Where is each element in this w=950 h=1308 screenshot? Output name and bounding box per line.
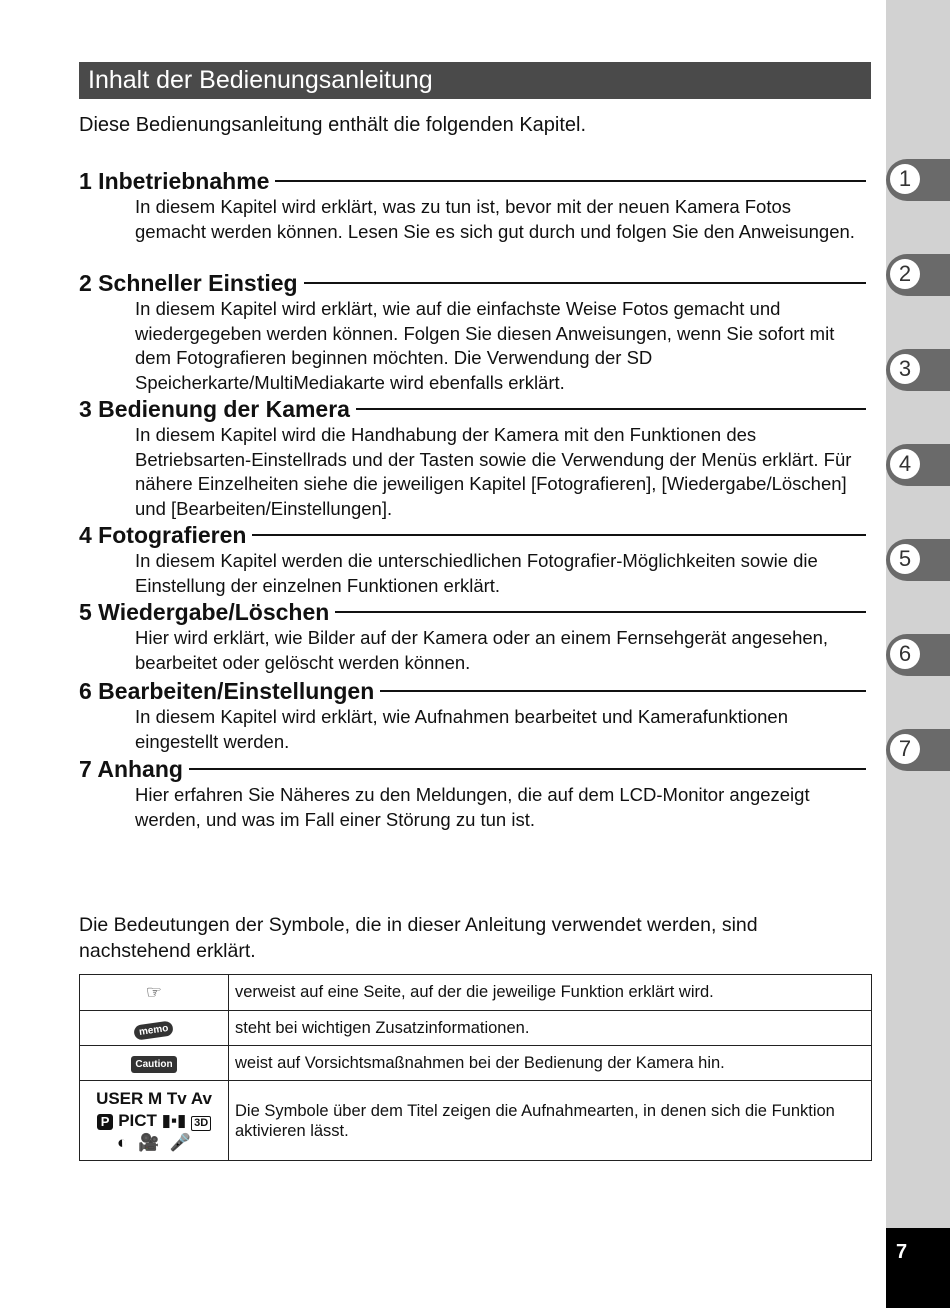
soft-mode-icon: ◐ [116,1132,128,1152]
chapter-description: In diesem Kapitel wird erklärt, was zu tun ist, bevor mit der neuen Kamera Fotos gemacht werden können. Lesen Sie es sich gut durch und folgen Sie den Anweisungen. [135,196,855,242]
chapter-description: Hier wird erklärt, wie Bilder auf der Kamera oder an einem Fernsehgerät angesehen, bearbeitet oder gelöscht werden können. [135,627,829,673]
3d-mode-icon: 3D [191,1116,211,1131]
chapter-description: In diesem Kapitel wird erklärt, wie Aufnahmen bearbeitet und Kamerafunktionen eingestellt werden. [135,706,789,752]
chapter-entry-4 [79,521,866,598]
page-title: Inhalt der Bedienungsanleitung [79,62,871,99]
chapter-description: Hier erfahren Sie Näheres zu den Meldungen, die auf dem LCD-Monitor angezeigt werden, und was im Fall einer Störung zu tun ist. [135,784,810,830]
mode-names: USER M Tv Av [96,1088,212,1108]
symbol-description: weist auf Vorsichtsmaßnahmen bei der Bedienung der Kamera hin. [229,1046,872,1081]
symbol-description: Die Symbole über dem Titel zeigen die Aufnahmearten, in denen sich die Funktion aktivieren lässt. [229,1081,872,1161]
table-row [80,1011,872,1046]
chapter-entry-2 [79,269,866,395]
symbol-description: verweist auf eine Seite, auf der die jeweilige Funktion erklärt wird. [229,975,872,1011]
mode-row-3 [80,1132,228,1154]
program-mode-icon: P [97,1114,114,1130]
table-row [80,975,872,1011]
tab-number: 7 [890,734,920,764]
page-number: 7 [886,1228,950,1308]
chapter-tab-4[interactable] [886,444,950,486]
table-row [80,1046,872,1081]
tab-number: 2 [890,259,920,289]
voice-mode-icon: 🎤 [169,1132,192,1152]
heading-rule [252,534,866,536]
caution-icon: Caution [131,1056,176,1073]
chapter-description: In diesem Kapitel wird erklärt, wie auf die einfachste Weise Fotos gemacht und wiedergegeben werden können. Folgen Sie diesen Anweisungen, wenn Sie sofort mit dem Fotografieren beginnen möchten. Die Verwendung der SD Speicherkarte/MultiMediakarte wird ebenfalls erklärt. [135,298,835,393]
symbols-intro: Die Bedeutungen der Symbole, die in dieser Anleitung verwendet werden, sind nachstehend erklärt. [79,914,758,962]
heading-rule [356,408,866,410]
symbol-cell [80,975,229,1011]
chapter-tab-5[interactable] [886,539,950,581]
table-row [80,1081,872,1161]
chapter-entry-7 [79,755,866,832]
symbol-cell [80,1046,229,1081]
chapter-entry-6 [79,677,866,754]
heading-rule [189,768,866,770]
chapter-tab-6[interactable] [886,634,950,676]
chapter-heading: 4 Fotografieren [79,522,247,548]
chapter-description: In diesem Kapitel wird die Handhabung der Kamera mit den Funktionen des Betriebsarten-Einstellrads und der Tasten sowie die Verwendung der Menüs erklärt. Für nähere Einzelheiten siehe die jeweiligen Kapitel [Fotografieren], [Wiedergabe/Löschen] und [Bearbeiten/Einstellungen]. [135,424,852,519]
chapter-entry-1 [79,167,866,244]
chapter-tab-1[interactable] [886,159,950,201]
heading-rule [335,611,866,613]
heading-rule [304,282,866,284]
memo-icon: memo [133,1020,174,1040]
chapter-heading: 1 Inbetriebnahme [79,168,270,194]
pointing-hand-icon: ☞ [145,982,163,1002]
chapter-heading: 3 Bedienung der Kamera [79,396,350,422]
chapter-heading: 2 Schneller Einstieg [79,270,298,296]
panorama-mode-icon: ▮▪▮ [161,1110,187,1130]
movie-mode-icon: 🎥 [137,1132,160,1152]
symbol-description: steht bei wichtigen Zusatzinformationen. [229,1011,872,1046]
tab-number: 1 [890,164,920,194]
symbol-cell [80,1081,229,1161]
heading-rule [380,690,866,692]
tab-number: 5 [890,544,920,574]
mode-row-2 [80,1110,228,1132]
heading-rule [275,180,866,182]
chapter-entry-3 [79,395,866,521]
tab-number: 3 [890,354,920,384]
picture-mode-icon: PICT [118,1110,157,1130]
chapter-heading: 5 Wiedergabe/Löschen [79,599,330,625]
tab-number: 6 [890,639,920,669]
chapter-heading: 6 Bearbeiten/Einstellungen [79,678,375,704]
symbols-table [79,974,872,1161]
tab-number: 4 [890,449,920,479]
intro-text: Diese Bedienungsanleitung enthält die folgenden Kapitel. [79,114,587,136]
chapter-heading: 7 Anhang [79,756,183,782]
chapter-entry-5 [79,598,866,675]
chapter-tab-3[interactable] [886,349,950,391]
chapter-tab-2[interactable] [886,254,950,296]
chapter-tab-7[interactable] [886,729,950,771]
symbol-cell [80,1011,229,1046]
chapter-description: In diesem Kapitel werden die unterschiedlichen Fotografier-Möglichkeiten sowie die Einstellung der einzelnen Funktionen erklärt. [135,550,818,596]
